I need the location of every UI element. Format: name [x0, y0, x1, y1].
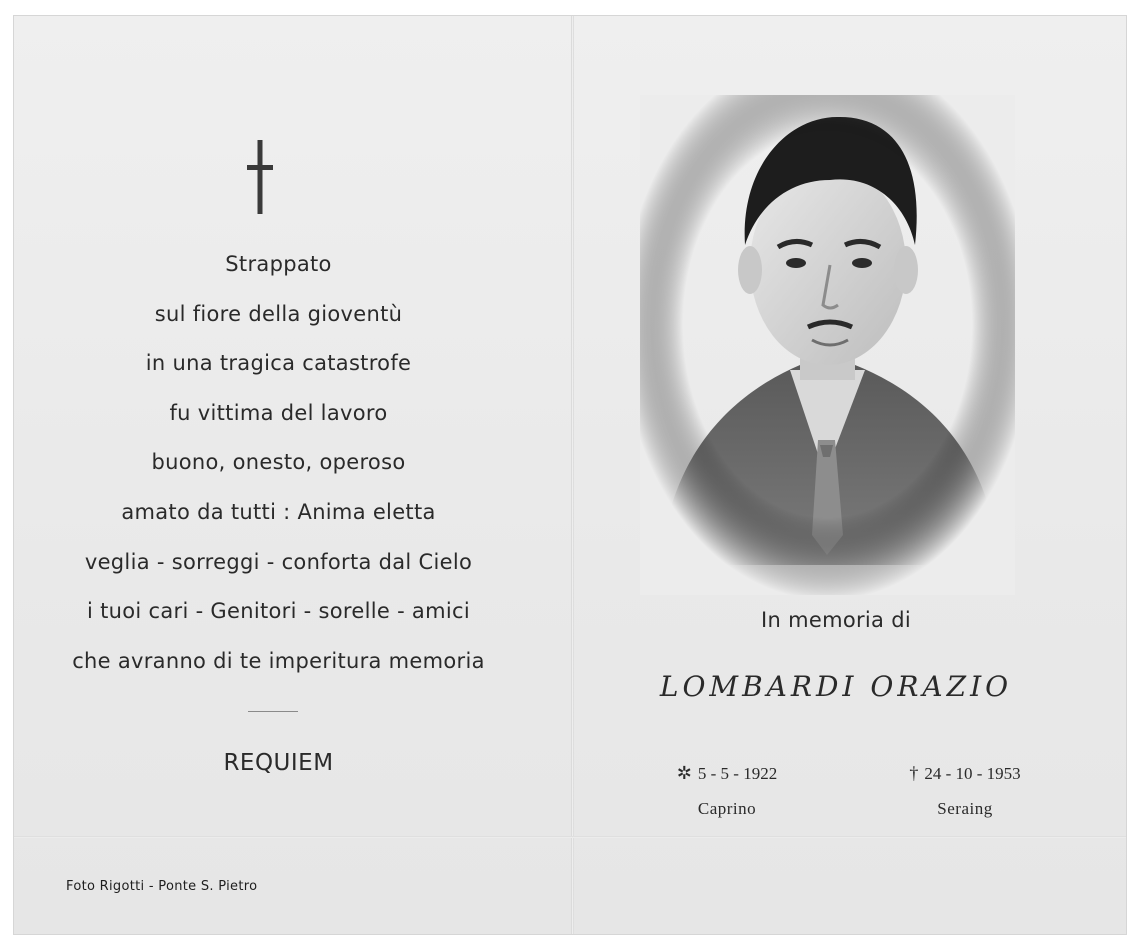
birth-star-icon: ✲ [676, 763, 692, 783]
portrait-photo [640, 95, 1015, 595]
poem-line: sul fiore della gioventù [154, 301, 403, 326]
birth-info [627, 760, 827, 822]
poem [0, 240, 557, 686]
death-info [865, 760, 1065, 822]
death-cross-icon: † [909, 763, 919, 783]
death-date: 24 - 10 - 1953 [924, 764, 1021, 783]
latin-cross-icon [245, 137, 275, 217]
in-memory-of: In memoria di [761, 608, 911, 632]
poem-line: buono, onesto, operoso [151, 450, 406, 475]
poem-line: che avranno di te imperitura memoria [72, 648, 485, 673]
poem-line: veglia - sorreggi - conforta dal Cielo [84, 549, 473, 574]
photo-credit: Foto Rigotti - Ponte S. Pietro [66, 879, 258, 894]
poem-line: Strappato [225, 252, 332, 276]
poem-line: fu vittima del lavoro [169, 400, 388, 425]
birth-date: 5 - 5 - 1922 [697, 764, 778, 783]
birth-place: Caprino [697, 799, 757, 818]
poem-line: i tuoi cari - Genitori - sorelle - amici [87, 599, 470, 624]
death-place: Seraing [937, 799, 993, 818]
divider [248, 711, 298, 712]
poem-line: amato da tutti : Anima eletta [121, 499, 436, 524]
deceased-name: LOMBARDI ORAZIO [659, 670, 1013, 703]
poem-line: in una tragica catastrofe [145, 351, 412, 376]
horizontal-crease [14, 836, 1126, 838]
requiem-heading: REQUIEM [223, 750, 334, 776]
